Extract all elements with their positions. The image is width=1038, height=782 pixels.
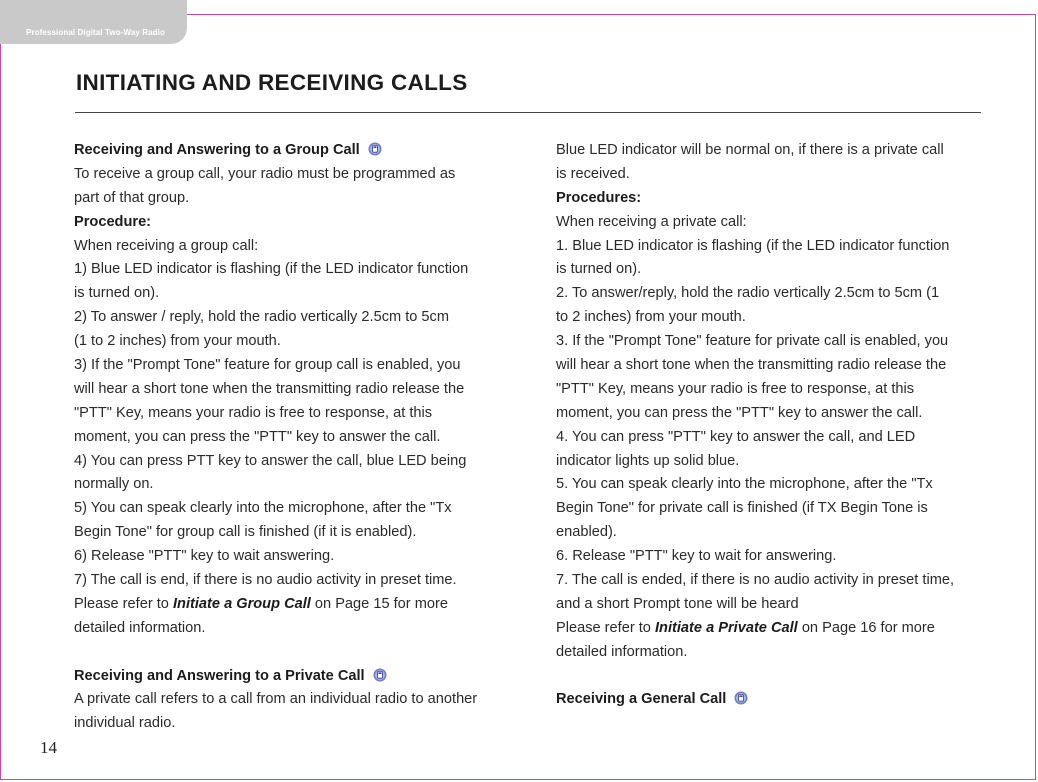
procedures-label: Procedures: [556,189,642,206]
step-line: 2) To answer / reply, hold the radio vertically 2.5cm to 5cm [74,309,450,326]
text-line: Blue LED indicator will be normal on, if there is a private call [556,142,944,158]
step-line: 3) If the "Prompt Tone" feature for group call is enabled, you [74,357,461,374]
procedure-label: Procedure: [74,213,152,230]
step-line: 5. You can speak clearly into the microphone, after the "Tx [556,476,933,493]
step-line: 6) Release "PTT" key to wait answering. [74,548,335,565]
group-call-heading-text: Receiving and Answering to a Group Call [74,142,360,158]
step-line: When receiving a group call: [74,237,259,254]
step-line: indicator lights up solid blue. [556,452,740,469]
initiate-group-call-reference: Initiate a Group Call [172,595,311,612]
step-line: and a short Prompt tone will be heard [556,595,799,612]
text-line: A private call refers to a call from an individual radio to another [74,691,478,708]
refer-tail: detailed information. [74,619,206,636]
initiate-private-call-reference: Initiate a Private Call [654,619,798,636]
step-line: 5) You can speak clearly into the microphone, after the "Tx [74,500,452,517]
refer-tail: detailed information. [556,643,688,660]
group-steps [74,235,514,593]
refer-prefix: Please refer to [556,619,651,636]
step-line: will hear a short tone when the transmitting radio release the [556,357,947,374]
step-line: 1) Blue LED indicator is flashing (if the LED indicator function [74,261,469,278]
refer-prefix: Please refer to [74,595,169,612]
spacer [556,665,986,689]
text-line: individual radio. [74,715,176,732]
refer-suffix: on Page 15 for more [314,595,448,612]
group-intro [74,163,514,211]
header-tab [0,0,187,44]
step-line: When receiving a private call: [556,213,747,230]
text-line: To receive a group call, your radio must be programmed as [74,165,456,182]
private-refer-line [556,617,986,641]
spacer [74,641,514,665]
step-line: will hear a short tone when the transmitting radio release the [74,380,465,397]
private-call-icon [373,668,387,682]
step-line: 6. Release "PTT" key to wait for answering. [556,548,837,565]
step-line: enabled). [556,524,617,541]
group-refer-line [74,593,514,617]
step-line: "PTT" Key, means your radio is free to response, at this [74,404,433,421]
step-line: moment, you can press the "PTT" key to answer the call. [74,428,441,445]
general-call-heading [556,688,986,712]
step-line: to 2 inches) from your mouth. [556,309,746,326]
step-line: 3. If the "Prompt Tone" feature for private call is enabled, you [556,333,949,350]
step-line: normally on. [74,476,154,493]
group-call-heading [74,139,514,163]
page-number: 14 [40,738,57,757]
step-line: 1. Blue LED indicator is flashing (if the LED indicator function [556,237,950,254]
text-line: part of that group. [74,189,190,206]
page-title: INITIATING AND RECEIVING CALLS [76,70,468,95]
title-divider [75,112,981,113]
text-line: is received. [556,165,630,182]
general-call-icon [734,691,748,705]
step-line: is turned on). [74,285,160,302]
step-line: 2. To answer/reply, hold the radio vertically 2.5cm to 5cm (1 [556,285,940,302]
step-line: is turned on). [556,261,642,278]
step-line: 7) The call is end, if there is no audio activity in preset time. [74,572,457,589]
left-column [74,139,514,736]
step-line: "PTT" Key, means your radio is free to response, at this [556,380,915,397]
step-line: 4. You can press "PTT" key to answer the call, and LED [556,428,916,445]
right-column [556,139,986,712]
step-line: Begin Tone" for group call is finished (if it is enabled). [74,524,417,541]
header-tab-label: Professional Digital Two-Way Radio [26,28,165,37]
private-intro [74,688,514,736]
step-line: Begin Tone" for private call is finished (if TX Begin Tone is [556,500,928,517]
general-call-heading-text: Receiving a General Call [556,691,727,708]
step-line: 4) You can press PTT key to answer the call, blue LED being [74,452,467,469]
private-steps [556,211,986,617]
private-continued [556,139,986,187]
private-call-heading [74,665,514,689]
step-line: (1 to 2 inches) from your mouth. [74,333,281,350]
step-line: moment, you can press the "PTT" key to answer the call. [556,404,923,421]
private-call-heading-text: Receiving and Answering to a Private Call [74,667,365,684]
step-line: 7. The call is ended, if there is no audio activity in preset time, [556,572,955,589]
group-call-icon [368,142,382,156]
refer-suffix: on Page 16 for more [801,619,935,636]
